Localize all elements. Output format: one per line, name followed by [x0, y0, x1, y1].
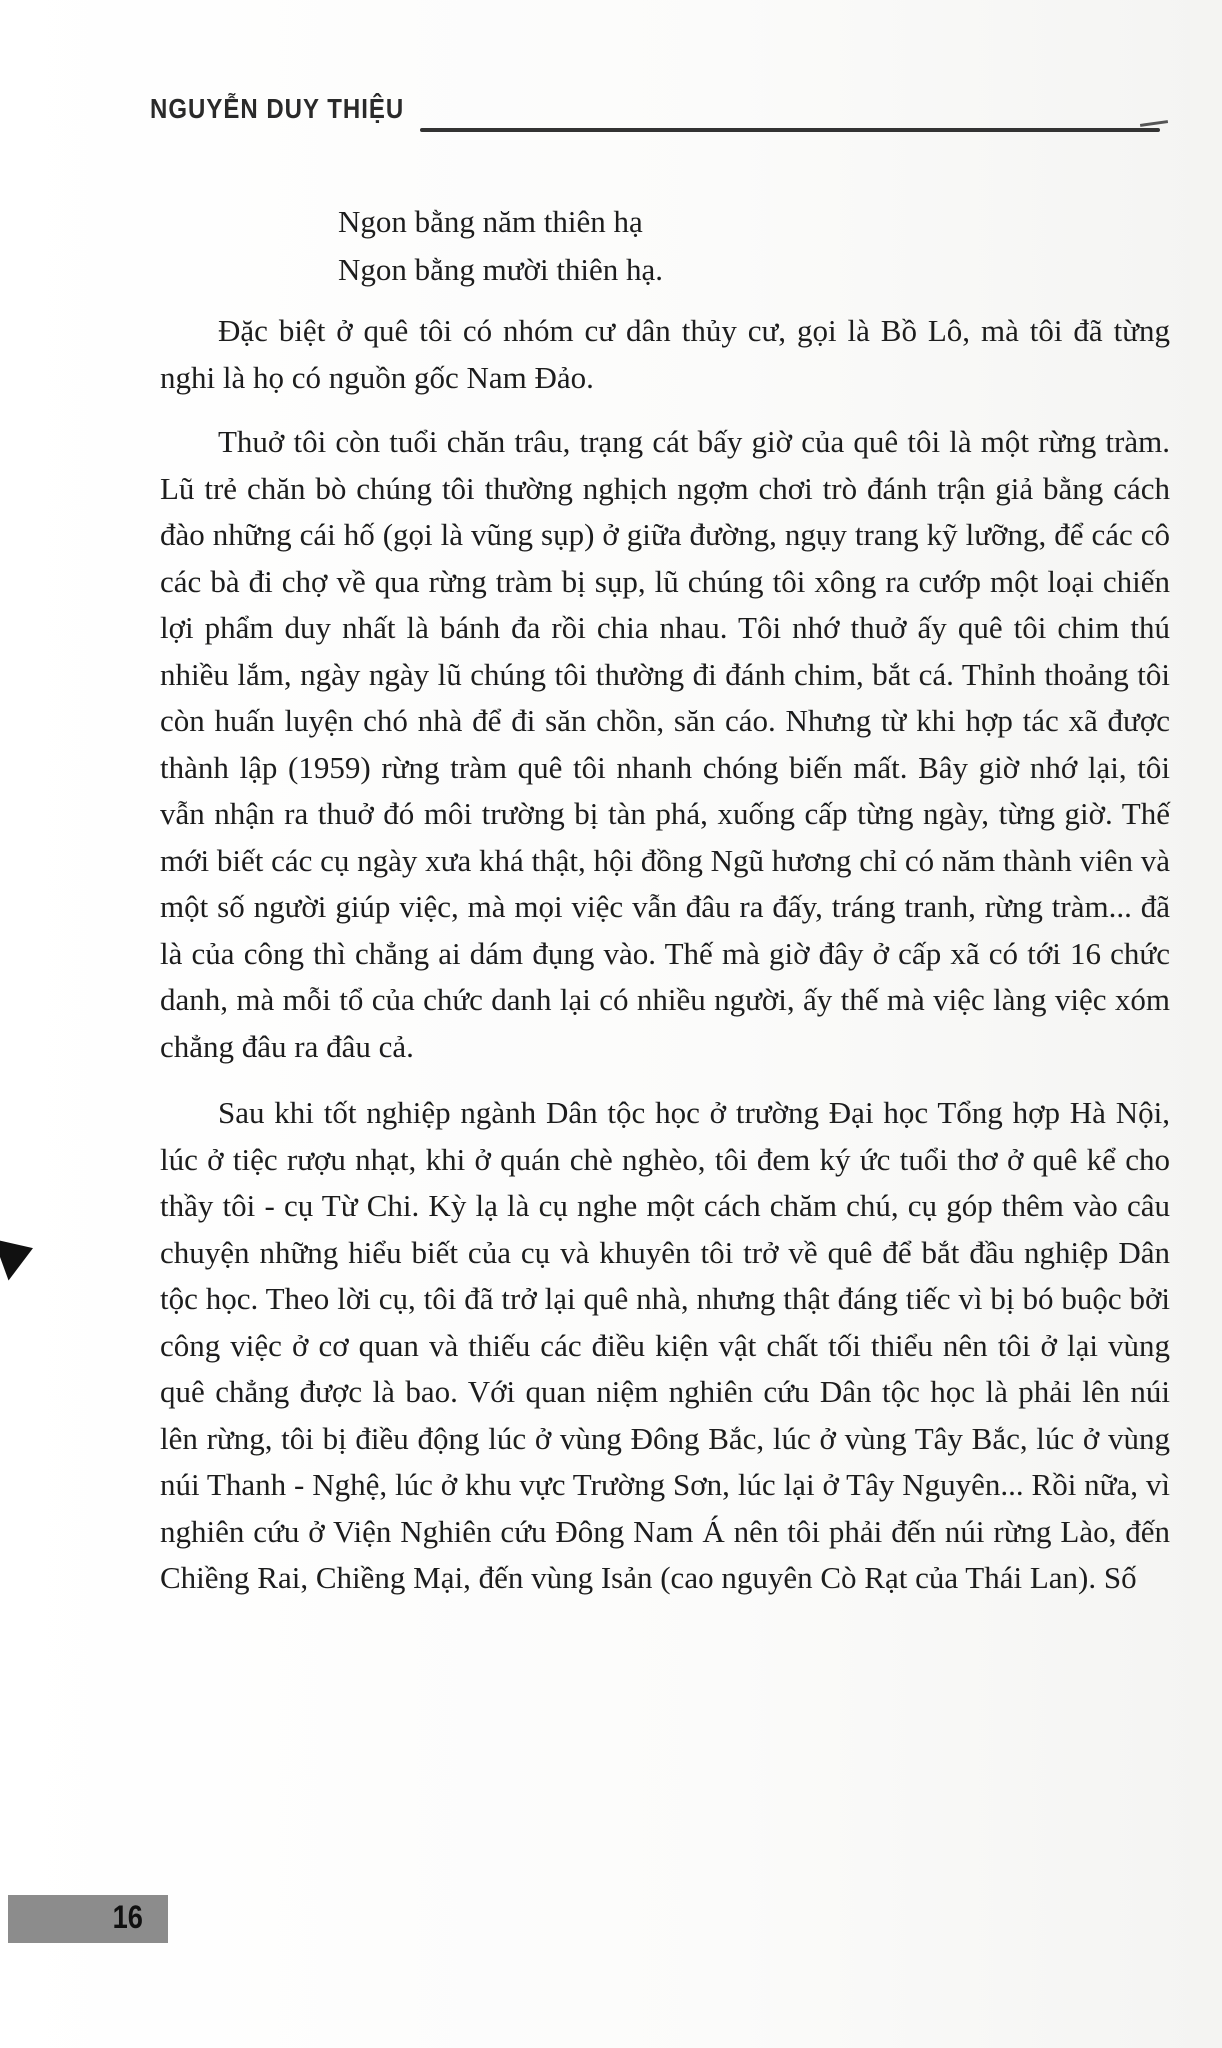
header-rule: [420, 128, 1160, 132]
running-head: NGUYỄN DUY THIỆU: [150, 93, 405, 125]
page-number-box: [8, 1895, 168, 1943]
paragraph-2: Thuở tôi còn tuổi chăn trâu, trạng cát bấy giờ của quê tôi là một rừng tràm. Lũ trẻ chăn bò chúng tôi thường nghịch ngợm chơi trò đánh trận giả bằng cách đào những cái hố (gọi là vũng sụp) ở giữa đường, ngụy trang kỹ lưỡng, để các cô các bà đi chợ về qua rừng tràm bị sụp, lũ chúng tôi xông ra cướp một loại chiến lợi phẩm duy nhất là bánh đa rồi chia nhau. Tôi nhớ thuở ấy quê tôi chim thú nhiều lắm, ngày ngày lũ chúng tôi thường đi đánh chim, bắt cá. Thỉnh thoảng tôi còn huấn luyện chó nhà để đi săn chồn, săn cáo. Nhưng từ khi hợp tác xã được thành lập (1959) rừng tràm quê tôi nhanh chóng biến mất. Bây giờ nhớ lại, tôi vẫn nhận ra thuở đó môi trường bị tàn phá, xuống cấp từng ngày, từng giờ. Thế mới biết các cụ ngày xưa khá thật, hội đồng Ngũ hương chỉ có năm thành viên và một số người giúp việc, mà mọi việc vẫn đâu ra đấy, tráng tranh, rừng tràm... đã là của công thì chẳng ai dám đụng vào. Thế mà giờ đây ở cấp xã có tới 16 chức danh, mà mỗi tổ của chức danh lại có nhiều người, ấy thế mà việc làng việc xóm chẳng đâu ra đâu cả.: [160, 424, 1170, 1064]
page-body: [160, 198, 1170, 1602]
verse-line-2: Ngon bằng mười thiên hạ.: [338, 252, 664, 287]
paragraph-1: Đặc biệt ở quê tôi có nhóm cư dân thủy cư, gọi là Bồ Lô, mà tôi đã từng nghi là họ có nguồn gốc Nam Đảo.: [160, 313, 1170, 395]
paragraph-3: Sau khi tốt nghiệp ngành Dân tộc học ở trường Đại học Tổng hợp Hà Nội, lúc ở tiệc rượu nhạt, khi ở quán chè nghèo, tôi đem ký ức tuổi thơ ở quê kể cho thầy tôi - cụ Từ Chi. Kỳ lạ là cụ nghe một cách chăm chú, cụ góp thêm vào câu chuyện những hiểu biết của cụ và khuyên tôi trở về quê để bắt đầu nghiệp Dân tộc học. Theo lời cụ, tôi đã trở lại quê nhà, nhưng thật đáng tiếc vì bị bó buộc bởi công việc ở cơ quan và thiếu các điều kiện vật chất tối thiểu nên tôi ở lại vùng quê chẳng được là bao. Với quan niệm nghiên cứu Dân tộc học là phải lên núi lên rừng, tôi bị điều động lúc ở vùng Đông Bắc, lúc ở vùng Tây Bắc, lúc ở vùng núi Thanh - Nghệ, lúc ở khu vực Trường Sơn, lúc lại ở Tây Nguyên... Rồi nữa, vì nghiên cứu ở Viện Nghiên cứu Đông Nam Á nên tôi phải đến núi rừng Lào, đến Chiềng Rai, Chiềng Mại, đến vùng Isản (cao nguyên Cò Rạt của Thái Lan). Số: [160, 1095, 1170, 1595]
page-number: 16: [113, 1899, 144, 1935]
verse-line-1: Ngon bằng năm thiên hạ: [338, 204, 643, 239]
margin-mark: [0, 1228, 40, 1281]
header-rule-tail: [1140, 120, 1168, 127]
